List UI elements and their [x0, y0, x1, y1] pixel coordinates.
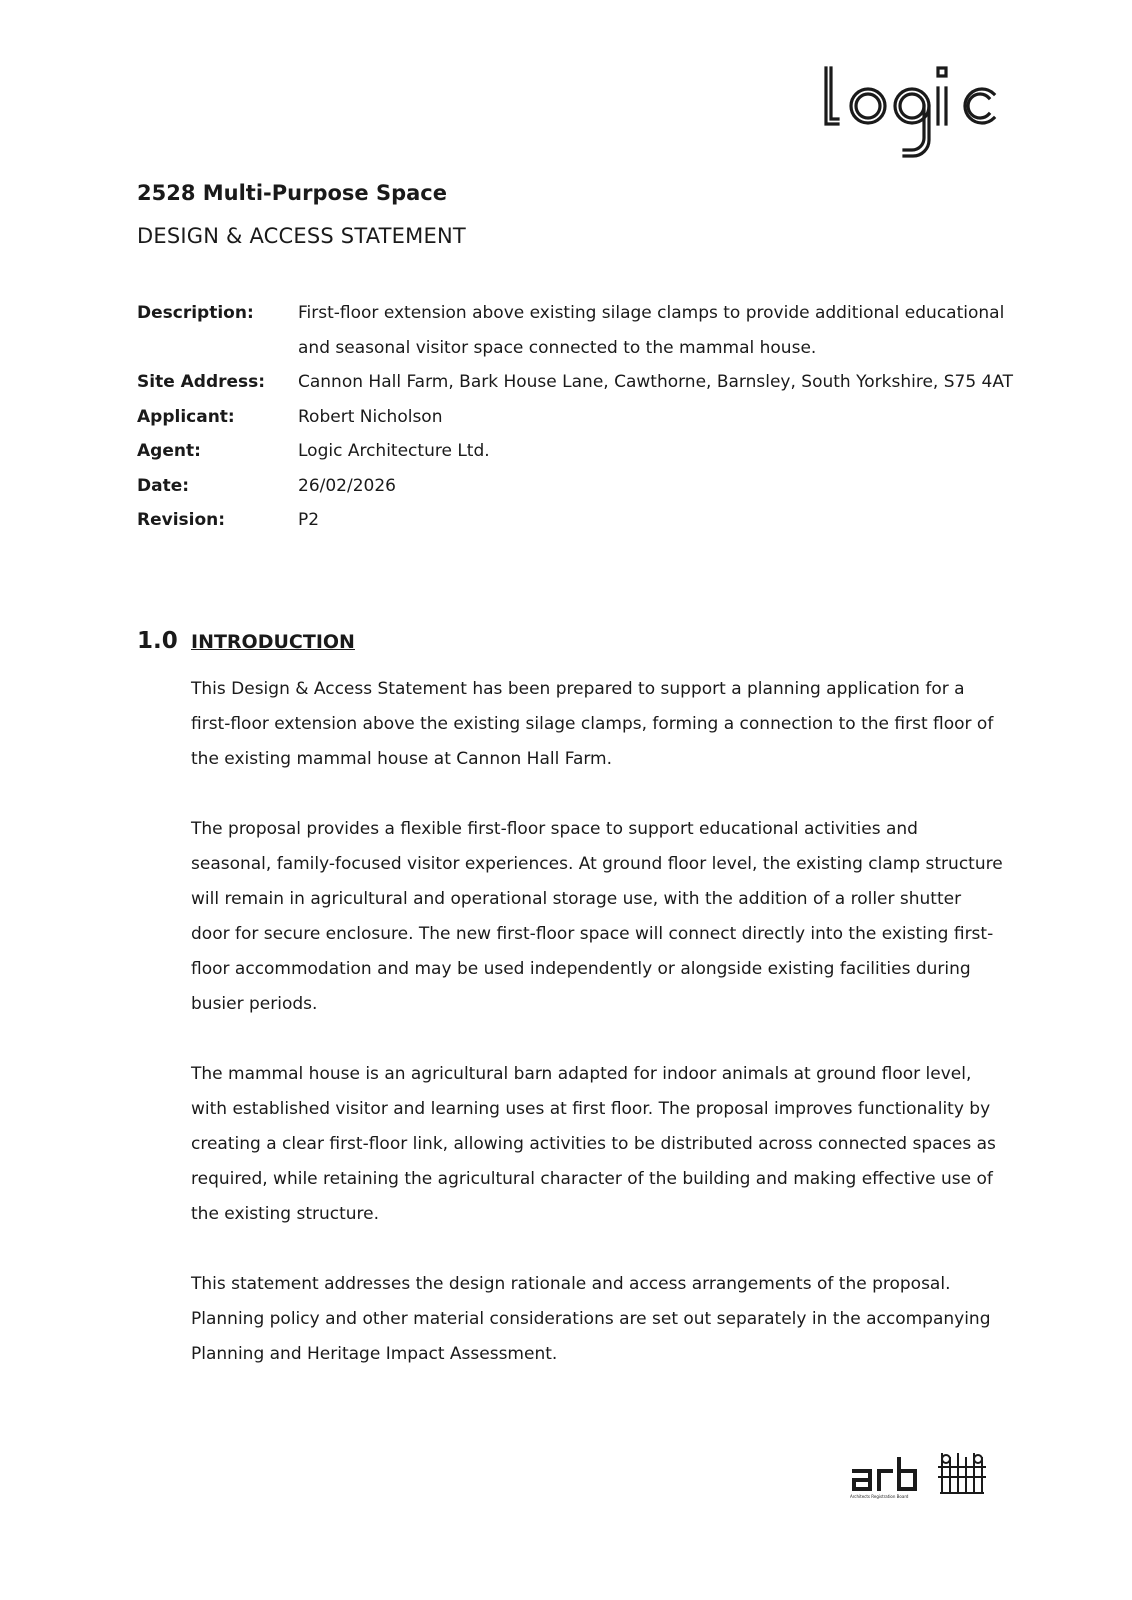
section-number: 1.0: [137, 628, 178, 654]
detail-value: Logic Architecture Ltd.: [298, 441, 490, 461]
detail-value: Robert Nicholson: [298, 406, 443, 427]
detail-value: Cannon Hall Farm, Bark House Lane, Cawthorne, Barnsley, South Yorkshire, S75 4AT: [298, 372, 1014, 392]
section-title: INTRODUCTION: [191, 631, 355, 653]
section-body: [191, 672, 1003, 1407]
detail-value: P2: [298, 510, 320, 530]
footer-logos: [850, 1447, 1000, 1507]
detail-row-date: [137, 469, 1017, 504]
detail-row-description: [137, 296, 1017, 365]
body-paragraph: The mammal house is an agricultural barn adapted for indoor animals at ground floor level, with established visitor and learning uses at first floor. The proposal improves functionality by creating a clear first-floor link, allowing activities to be distributed across connected spaces as required, while retaining the agricultural character of the building and making effective use of the existing structure.: [191, 1064, 996, 1224]
document-subtitle: DESIGN & ACCESS STATEMENT: [137, 224, 466, 248]
detail-row-site-address: [137, 365, 1017, 400]
section-heading: [137, 628, 355, 654]
detail-label: Revision:: [137, 510, 226, 530]
project-details: [137, 296, 1017, 538]
body-paragraph: This statement addresses the design rationale and access arrangements of the proposal. Planning policy and other material considerations are set out separately in the accompanying Planning and Heritage Impact Assessment.: [191, 1274, 991, 1364]
detail-label: Site Address:: [137, 372, 266, 392]
detail-label: Date:: [137, 475, 190, 496]
detail-value: 26/02/2026: [298, 475, 396, 496]
document-title: 2528 Multi-Purpose Space: [137, 181, 447, 205]
body-paragraph: The proposal provides a flexible first-floor space to support educational activities and seasonal, family-focused visitor experiences. At ground floor level, the existing clamp structure will remain in agricultural and operational storage use, with the addition of a roller shutter door for secure enclosure. The new first-floor space will connect directly into the existing first-floor accommodation and may be used independently or alongside existing facilities during busier periods.: [191, 819, 1003, 1014]
logic-logo: [820, 62, 1000, 162]
detail-value: First-floor extension above existing silage clamps to provide additional educational and seasonal visitor space connected to the mammal house.: [298, 303, 1005, 358]
detail-label: Agent:: [137, 441, 201, 461]
logic-logo-graphic: [820, 62, 1000, 162]
arb-caption: Architects Registration Board: [850, 1494, 909, 1499]
detail-label: Description:: [137, 303, 254, 323]
detail-label: Applicant:: [137, 406, 235, 427]
body-paragraph: This Design & Access Statement has been prepared to support a planning application for a first-floor extension above the existing silage clamps, forming a connection to the first floor of the existing mammal house at Cannon Hall Farm.: [191, 679, 994, 769]
detail-row-applicant: [137, 400, 1017, 435]
detail-row-agent: [137, 434, 1017, 469]
detail-row-revision: [137, 503, 1017, 538]
